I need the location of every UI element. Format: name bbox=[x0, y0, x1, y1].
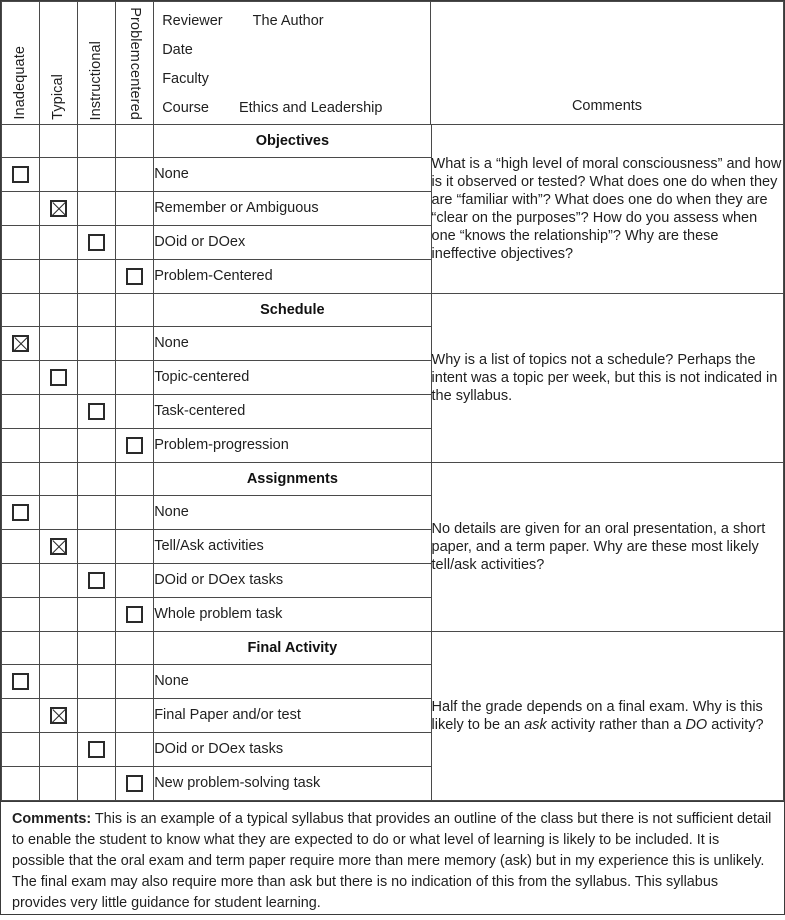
checkbox-cell-typical[interactable] bbox=[40, 226, 78, 260]
section-schedule bbox=[2, 294, 784, 463]
checkbox-cell-instructional[interactable] bbox=[78, 226, 116, 260]
meta-value-course[interactable]: Ethics and Leadership bbox=[238, 100, 383, 116]
meta-row-course bbox=[162, 94, 430, 123]
section-title-row bbox=[2, 463, 784, 496]
meta-row-date bbox=[162, 36, 430, 65]
checkbox-cell-problem-centered[interactable] bbox=[116, 767, 154, 801]
checkbox-cell-typical[interactable] bbox=[40, 260, 78, 294]
checkbox-cell-problem-centered[interactable] bbox=[116, 598, 154, 632]
checkbox-cell-inadequate[interactable] bbox=[2, 395, 40, 429]
section-assignments bbox=[2, 463, 784, 632]
meta-label-faculty: Faculty bbox=[162, 71, 209, 87]
checkbox-cell-typical[interactable] bbox=[40, 699, 78, 733]
column-header-problem-centered-line1: Problem bbox=[127, 7, 144, 62]
meta-row-reviewer bbox=[162, 7, 430, 36]
checkbox-cell-inadequate[interactable] bbox=[2, 665, 40, 699]
section-title-row bbox=[2, 632, 784, 665]
checkbox-cell-inadequate[interactable] bbox=[2, 699, 40, 733]
column-header-instructional bbox=[78, 2, 116, 125]
checkbox-unchecked-icon[interactable] bbox=[88, 234, 105, 251]
column-header-problem-centered bbox=[116, 2, 154, 125]
checkbox-cell-typical[interactable] bbox=[40, 361, 78, 395]
column-header-instructional-label: Instructional bbox=[88, 40, 104, 120]
section-final-activity bbox=[2, 632, 784, 801]
comment-part: Half the grade depends on a final exam. Why is this likely to be an bbox=[431, 698, 763, 733]
section-spacer-cell bbox=[116, 463, 154, 496]
checkbox-cell-problem-centered[interactable] bbox=[116, 496, 154, 530]
section-comment-final-activity[interactable] bbox=[431, 632, 783, 801]
row-label: None bbox=[154, 496, 431, 530]
row-label: Problem-Centered bbox=[154, 260, 431, 294]
checkbox-cell-problem-centered[interactable] bbox=[116, 733, 154, 767]
section-comment-objectives[interactable] bbox=[431, 125, 783, 294]
section-title-row bbox=[2, 125, 784, 158]
checkbox-checked-icon[interactable] bbox=[50, 707, 67, 724]
checkbox-cell-instructional[interactable] bbox=[78, 395, 116, 429]
checkbox-cell-typical[interactable] bbox=[40, 158, 78, 192]
meta-label-reviewer: Reviewer bbox=[162, 13, 223, 29]
header-row bbox=[2, 2, 784, 125]
section-spacer-cell bbox=[116, 632, 154, 665]
checkbox-cell-typical[interactable] bbox=[40, 395, 78, 429]
checkbox-cell-inadequate[interactable] bbox=[2, 564, 40, 598]
section-comment-text: What is a “high level of moral consciousness” and how is it observed or tested? What does one do when they are “familiar with”? What does one do when they are “clear on the purposes”? How do you assess when one “knows the relationship”? Why are these ineffective objectives? bbox=[431, 155, 782, 263]
checkbox-cell-instructional[interactable] bbox=[78, 564, 116, 598]
checkbox-cell-instructional[interactable] bbox=[78, 158, 116, 192]
row-label: None bbox=[154, 665, 431, 699]
checkbox-cell-inadequate[interactable] bbox=[2, 327, 40, 361]
checkbox-cell-problem-centered[interactable] bbox=[116, 564, 154, 598]
checkbox-checked-icon[interactable] bbox=[50, 538, 67, 555]
overall-comments-label: Comments: bbox=[12, 811, 92, 827]
checkbox-unchecked-icon[interactable] bbox=[126, 268, 143, 285]
checkbox-cell-inadequate[interactable] bbox=[2, 496, 40, 530]
checkbox-cell-typical[interactable] bbox=[40, 564, 78, 598]
column-header-inadequate-label: Inadequate bbox=[11, 46, 28, 120]
row-label: DOid or DOex tasks bbox=[154, 733, 431, 767]
section-comment-text: Why is a list of topics not a schedule? Perhaps the intent was a topic per week, but this is not indicated in the syllabus. bbox=[431, 351, 778, 405]
checkbox-unchecked-icon[interactable] bbox=[126, 775, 143, 792]
checkbox-cell-typical[interactable] bbox=[40, 733, 78, 767]
checkbox-cell-inadequate[interactable] bbox=[2, 530, 40, 564]
section-spacer-cell bbox=[40, 294, 78, 327]
checkbox-unchecked-icon[interactable] bbox=[88, 741, 105, 758]
checkbox-cell-instructional[interactable] bbox=[78, 192, 116, 226]
checkbox-cell-problem-centered[interactable] bbox=[116, 361, 154, 395]
row-label: Final Paper and/or test bbox=[154, 699, 431, 733]
section-spacer-cell bbox=[78, 125, 116, 158]
section-comment-text bbox=[432, 698, 783, 734]
checkbox-cell-typical[interactable] bbox=[40, 496, 78, 530]
section-spacer-cell bbox=[116, 294, 154, 327]
checkbox-cell-problem-centered[interactable] bbox=[116, 429, 154, 463]
checkbox-cell-instructional[interactable] bbox=[78, 429, 116, 463]
checkbox-cell-typical[interactable] bbox=[40, 665, 78, 699]
row-label: DOid or DOex tasks bbox=[154, 564, 431, 598]
section-title-row bbox=[2, 294, 784, 327]
row-label: New problem-solving task bbox=[154, 767, 431, 801]
section-comment-text: No details are given for an oral presentation, a short paper, and a term paper. Why are these most likely tell/ask activities? bbox=[431, 520, 766, 574]
checkbox-cell-inadequate[interactable] bbox=[2, 192, 40, 226]
checkbox-cell-inadequate[interactable] bbox=[2, 767, 40, 801]
checkbox-unchecked-icon[interactable] bbox=[12, 673, 29, 690]
checkbox-cell-instructional[interactable] bbox=[78, 361, 116, 395]
column-header-typical bbox=[40, 2, 78, 125]
checkbox-cell-problem-centered[interactable] bbox=[116, 395, 154, 429]
checkbox-unchecked-icon[interactable] bbox=[12, 504, 29, 521]
checkbox-cell-typical[interactable] bbox=[40, 767, 78, 801]
checkbox-cell-problem-centered[interactable] bbox=[116, 192, 154, 226]
checkbox-cell-instructional[interactable] bbox=[78, 665, 116, 699]
checkbox-cell-instructional[interactable] bbox=[78, 530, 116, 564]
section-spacer-cell bbox=[2, 632, 40, 665]
comment-part-emphasis: DO bbox=[685, 717, 708, 733]
row-label: Tell/Ask activities bbox=[154, 530, 431, 564]
checkbox-cell-typical[interactable] bbox=[40, 429, 78, 463]
overall-comments-text: This is an example of a typical syllabus that provides an outline of the class but there is not sufficient detail to enable the student to know what they are expected to do or what level of learning is likely to be included. It is possible that the oral exam and term paper require more than mere memory (ask) but in my experience this is unlikely. The final exam may also require more than ask but there is no indication of this from the syllabus. This syllabus provides very little guidance for student learning. bbox=[12, 811, 772, 912]
checkbox-cell-problem-centered[interactable] bbox=[116, 699, 154, 733]
section-comment-schedule[interactable] bbox=[431, 294, 783, 463]
meta-row-faculty bbox=[162, 65, 430, 94]
checkbox-cell-problem-centered[interactable] bbox=[116, 530, 154, 564]
section-spacer-cell bbox=[78, 632, 116, 665]
checkbox-cell-inadequate[interactable] bbox=[2, 429, 40, 463]
table-header bbox=[2, 2, 784, 125]
checkbox-cell-instructional[interactable] bbox=[78, 699, 116, 733]
checkbox-cell-typical[interactable] bbox=[40, 530, 78, 564]
section-spacer-cell bbox=[40, 463, 78, 496]
checkbox-cell-inadequate[interactable] bbox=[2, 260, 40, 294]
checkbox-checked-icon[interactable] bbox=[50, 200, 67, 217]
checkbox-cell-instructional[interactable] bbox=[78, 260, 116, 294]
section-title-schedule: Schedule bbox=[154, 294, 431, 327]
checkbox-checked-icon[interactable] bbox=[12, 335, 29, 352]
meta-value-reviewer[interactable]: The Author bbox=[252, 13, 324, 29]
checkbox-cell-instructional[interactable] bbox=[78, 598, 116, 632]
row-label: None bbox=[154, 158, 431, 192]
column-header-problem-centered-line2: centered bbox=[127, 62, 144, 120]
meta-label-course: Course bbox=[162, 100, 209, 116]
row-label: Task-centered bbox=[154, 395, 431, 429]
comment-part-emphasis: ask bbox=[524, 717, 547, 733]
section-spacer-cell bbox=[40, 125, 78, 158]
checkbox-cell-problem-centered[interactable] bbox=[116, 260, 154, 294]
section-spacer-cell bbox=[2, 125, 40, 158]
checkbox-unchecked-icon[interactable] bbox=[126, 437, 143, 454]
checkbox-cell-problem-centered[interactable] bbox=[116, 158, 154, 192]
checkbox-cell-instructional[interactable] bbox=[78, 327, 116, 361]
section-title-assignments: Assignments bbox=[154, 463, 431, 496]
section-spacer-cell bbox=[2, 294, 40, 327]
checkbox-cell-instructional[interactable] bbox=[78, 733, 116, 767]
checkbox-cell-instructional[interactable] bbox=[78, 496, 116, 530]
checkbox-cell-problem-centered[interactable] bbox=[116, 665, 154, 699]
section-spacer-cell bbox=[116, 125, 154, 158]
section-spacer-cell bbox=[78, 463, 116, 496]
review-meta-header bbox=[154, 2, 784, 125]
row-label: Problem-progression bbox=[154, 429, 431, 463]
checkbox-cell-inadequate[interactable] bbox=[2, 598, 40, 632]
comment-part: activity rather than a bbox=[546, 717, 686, 733]
row-label: None bbox=[154, 327, 431, 361]
column-header-typical-label: Typical bbox=[49, 74, 66, 120]
row-label: DOid or DOex bbox=[154, 226, 431, 260]
checkbox-unchecked-icon[interactable] bbox=[88, 572, 105, 589]
overall-comments-block[interactable] bbox=[1, 801, 784, 920]
column-header-problem-centered-label bbox=[127, 7, 142, 120]
row-label: Whole problem task bbox=[154, 598, 431, 632]
checkbox-cell-instructional[interactable] bbox=[78, 767, 116, 801]
checkbox-unchecked-icon[interactable] bbox=[50, 369, 67, 386]
row-label: Remember or Ambiguous bbox=[154, 192, 431, 226]
checkbox-cell-typical[interactable] bbox=[40, 327, 78, 361]
review-meta-fields bbox=[154, 2, 431, 124]
comment-part: activity? bbox=[707, 717, 764, 733]
checkbox-cell-problem-centered[interactable] bbox=[116, 327, 154, 361]
section-spacer-cell bbox=[2, 463, 40, 496]
section-title-objectives: Objectives bbox=[154, 125, 431, 158]
section-title-final-activity: Final Activity bbox=[154, 632, 431, 665]
checkbox-cell-inadequate[interactable] bbox=[2, 361, 40, 395]
checkbox-cell-inadequate[interactable] bbox=[2, 733, 40, 767]
checkbox-unchecked-icon[interactable] bbox=[12, 166, 29, 183]
checkbox-unchecked-icon[interactable] bbox=[88, 403, 105, 420]
rubric-table bbox=[1, 1, 784, 801]
section-objectives bbox=[2, 125, 784, 294]
checkbox-unchecked-icon[interactable] bbox=[126, 606, 143, 623]
meta-label-date: Date bbox=[162, 42, 193, 58]
checkbox-cell-inadequate[interactable] bbox=[2, 226, 40, 260]
row-label: Topic-centered bbox=[154, 361, 431, 395]
comments-column-header-label: Comments bbox=[571, 98, 643, 114]
checkbox-cell-problem-centered[interactable] bbox=[116, 226, 154, 260]
column-header-inadequate bbox=[2, 2, 40, 125]
comments-column-header bbox=[431, 2, 783, 124]
section-spacer-cell bbox=[40, 632, 78, 665]
checkbox-cell-typical[interactable] bbox=[40, 192, 78, 226]
checkbox-cell-inadequate[interactable] bbox=[2, 158, 40, 192]
section-comment-assignments[interactable] bbox=[431, 463, 783, 632]
section-spacer-cell bbox=[78, 294, 116, 327]
checkbox-cell-typical[interactable] bbox=[40, 598, 78, 632]
